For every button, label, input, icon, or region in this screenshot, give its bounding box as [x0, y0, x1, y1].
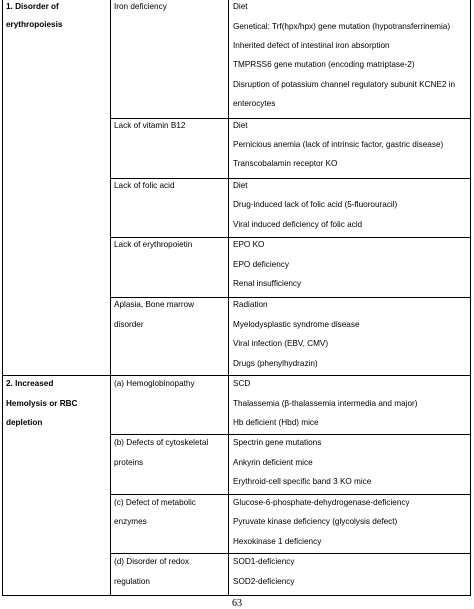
detail-item: Diet	[233, 121, 248, 130]
row-divider	[110, 434, 471, 435]
row-divider	[110, 237, 471, 238]
detail-item: Diet	[233, 2, 248, 11]
cause-label: (c) Defect of metabolic	[114, 498, 196, 507]
category-label: erythropoiesis	[6, 20, 63, 29]
detail-item: Disruption of potassium channel regulatory subunit KCNE2 in	[233, 80, 456, 89]
cause-label: Lack of vitamin B12	[114, 121, 186, 130]
detail-item: Thalassemia (β-thalassemia intermedia and major)	[233, 399, 418, 408]
detail-item: Drug-induced lack of folic acid (5-fluorouracil)	[233, 200, 398, 209]
detail-item: Renal insufficiency	[233, 279, 302, 288]
cause-label: Lack of folic acid	[114, 181, 175, 190]
detail-item: Myelodysplastic syndrome disease	[233, 320, 360, 329]
detail-item: Drugs (phenylhydrazin)	[233, 359, 318, 368]
row-divider	[110, 118, 471, 119]
table-border-right	[470, 0, 471, 596]
detail-item: SOD2-deficiency	[233, 577, 295, 586]
detail-item: Glucose-6-phosphate-dehydrogenase-deficiency	[233, 498, 410, 507]
category-label: Hemolysis or RBC	[6, 399, 78, 408]
detail-item: Pernicious anemia (lack of intrinsic factor, gastric disease)	[233, 140, 444, 149]
cause-label: disorder	[114, 320, 144, 329]
detail-item: SCD	[233, 379, 251, 388]
cause-label: (b) Defects of cytoskeletal	[114, 438, 209, 447]
detail-item: Spectrin gene mutations	[233, 438, 322, 447]
detail-item: EPO KO	[233, 240, 265, 249]
detail-item: Pyruvate kinase deficiency (glycolysis defect)	[233, 517, 398, 526]
table-column-divider-1	[110, 0, 111, 596]
cause-label: proteins	[114, 458, 144, 467]
cause-label: (d) Disorder of redox	[114, 557, 190, 566]
detail-item: Hb deficient (Hbd) mice	[233, 418, 319, 427]
category-label: 2. Increased	[6, 379, 54, 388]
detail-item: TMPRSS6 gene mutation (encoding matriptase-2)	[233, 60, 415, 69]
cause-label: Iron deficiency	[114, 2, 167, 11]
row-divider	[110, 553, 471, 554]
category-label: depletion	[6, 418, 43, 427]
table-column-divider-2	[228, 0, 229, 596]
row-divider	[110, 494, 471, 495]
detail-item: Viral infection (EBV, CMV)	[233, 339, 329, 348]
page-number: 63	[232, 598, 242, 609]
detail-item: Erythroid-cell specific band 3 KO mice	[233, 477, 372, 486]
group-divider	[2, 375, 471, 376]
detail-item: Diet	[233, 181, 248, 190]
detail-item: Viral induced deficiency of folic acid	[233, 220, 363, 229]
table-border-left	[2, 0, 3, 596]
row-divider	[110, 178, 471, 179]
category-label: 1. Disorder of	[6, 2, 59, 11]
detail-item: Transcobalamin receptor KO	[233, 159, 338, 168]
detail-item: Genetical: Trf(hpx/hpx) gene mutation (hypotransferrinemia)	[233, 22, 451, 31]
detail-item: Ankyrin deficient mice	[233, 458, 313, 467]
detail-item: Inherited defect of intestinal iron absorption	[233, 41, 390, 50]
table-border-bottom	[2, 595, 471, 596]
detail-item: Radiation	[233, 300, 268, 309]
cause-label: (a) Hemoglobinopathy	[114, 379, 195, 388]
detail-item: Hexokinase 1 deficiency	[233, 537, 322, 546]
cause-label: Lack of erythropoietin	[114, 240, 193, 249]
cause-label: regulation	[114, 577, 150, 586]
detail-item: enterocytes	[233, 99, 276, 108]
detail-item: EPO deficiency	[233, 260, 289, 269]
row-divider	[110, 297, 471, 298]
cause-label: Aplasia, Bone marrow	[114, 300, 195, 309]
cause-label: enzymes	[114, 517, 147, 526]
detail-item: SOD1-deficiency	[233, 557, 295, 566]
